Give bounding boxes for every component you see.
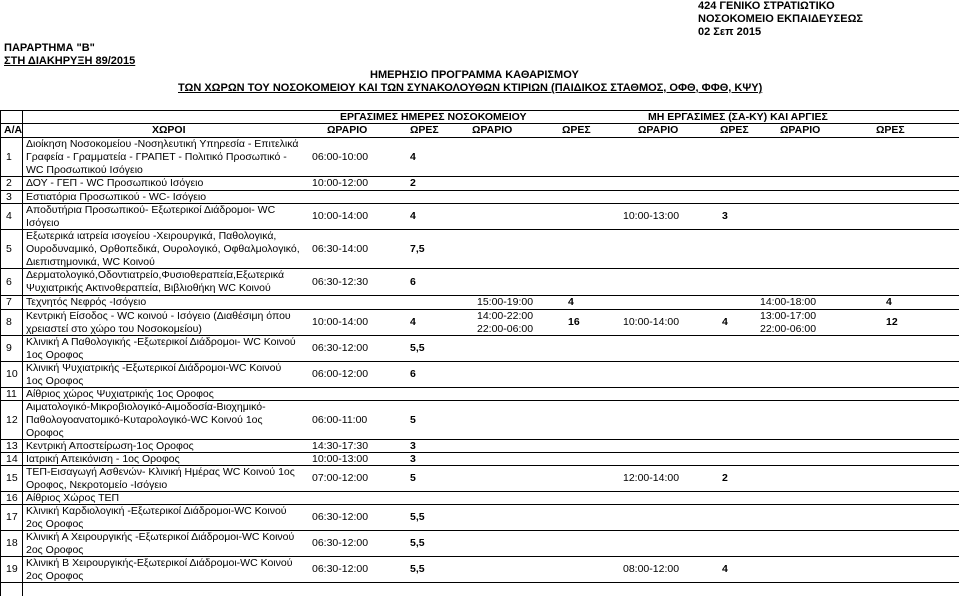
space-description-line: Κεντρική Αποστείρωση-1ος Οροφος [26, 439, 194, 452]
cell-n1: 12:00-14:00 [623, 472, 680, 484]
cell-h1: 4 [410, 210, 416, 222]
space-description-line: Εξωτερικά ιατρεία ισογείου -Χειρουργικά, Παθολογικά, [26, 229, 277, 242]
table-row [0, 310, 959, 336]
space-description-line: Ιατρική Απεικόνιση - 1ος Οροφος [26, 452, 180, 465]
cell-nh1: 2 [722, 472, 728, 484]
space-description [26, 388, 214, 400]
cell-aa: 6 [6, 275, 12, 288]
cell-aa: 8 [6, 316, 12, 328]
cell-h1: 5 [410, 413, 416, 426]
cell-h1: 3 [410, 439, 416, 452]
space-description [26, 492, 119, 504]
cell-aa: 3 [6, 190, 12, 203]
space-description-line: ΔΟΥ - ΓΕΠ - WC Προσωπικού Ισόγειο [26, 177, 204, 189]
space-description-line: Οροφος, Νεκροτομείο -Ισόγειο [26, 478, 168, 491]
space-description-line: Δερματολογικό,Οδοντιατρείο,Φυσιοθεραπεία,Εξωτερικά [26, 269, 285, 281]
table-row [0, 336, 959, 362]
space-description [26, 177, 203, 190]
cleaning-schedule-table [0, 110, 959, 583]
cell-line: 14:00-22:00 [477, 309, 534, 322]
space-description-line: Τεχνητός Νεφρός -Ισόγειο [26, 296, 147, 308]
col-header-hours-2: ΩΡΕΣ [562, 124, 591, 136]
cell-aa: 13 [6, 439, 18, 452]
cell-h1: 6 [410, 275, 416, 288]
col-header-schedule-1: ΩΡΑΡΙΟ [327, 124, 368, 136]
cell-n1: 10:00-13:00 [623, 210, 680, 222]
space-description [26, 440, 194, 452]
table-row [0, 466, 959, 492]
table-row [0, 557, 959, 583]
space-description [26, 269, 284, 295]
cell-n2: 14:00-18:00 [760, 296, 817, 308]
cell-nh1: 4 [722, 563, 728, 575]
cell-h1: 6 [410, 368, 416, 380]
cell-w1: 06:30-12:00 [312, 537, 369, 549]
space-description-line: 2ος Οροφος [26, 517, 84, 530]
cell-aa: 17 [6, 511, 18, 523]
space-description [26, 296, 146, 309]
cell-h1: 2 [410, 177, 416, 189]
cell-n1: 08:00-12:00 [623, 563, 680, 575]
space-description-line: Γραφεία - Γραμματεία - ΓΡΑΠΕΤ - Πολιτικό Προσωπικό - [26, 150, 287, 163]
space-description [26, 336, 296, 361]
space-description-line: Παθολογοανατομικό-Κυταρολογικό-WC Κοινού 1ος [26, 413, 263, 426]
table-row [0, 204, 959, 230]
table-body [0, 138, 959, 583]
cell-nh2: 12 [886, 316, 898, 328]
document-date: 02 Σεπ 2015 [698, 26, 762, 38]
table-row [0, 191, 959, 204]
table-row [0, 401, 959, 440]
space-description-line: 1ος Οροφος [26, 348, 84, 361]
cell-h2: 4 [568, 296, 574, 308]
cell-line: 22:00-06:00 [760, 322, 817, 335]
cell-aa: 14 [6, 452, 18, 465]
cell-w1: 14:30-17:30 [312, 439, 369, 452]
cell-w1: 10:00-14:00 [312, 210, 369, 222]
cell-nh1: 4 [722, 316, 728, 328]
cell-aa: 12 [6, 413, 18, 426]
space-description [26, 466, 295, 491]
space-description-line: Ισόγειο [26, 216, 60, 229]
space-description-line: 2ος Οροφος [26, 569, 84, 582]
cell-h1: 5,5 [410, 537, 425, 549]
table-row [0, 531, 959, 557]
cell-aa: 18 [6, 537, 18, 549]
space-description-line: Ψυχιατρικής Ακτινοθεραπεία, Βιβλιοθήκη WC Κοινού [26, 282, 271, 294]
space-description [26, 204, 275, 229]
space-description [26, 557, 292, 582]
cell-n2 [760, 310, 816, 335]
cell-w1: 06:30-12:00 [312, 342, 369, 354]
space-description [26, 362, 281, 387]
table-row [0, 230, 959, 269]
space-description [26, 531, 294, 556]
cell-aa: 2 [6, 177, 12, 189]
space-description-line: Κλινική Β Χειρουργικής-Εξωτερικοί Διάδρομοι-WC Κοινού [26, 556, 293, 569]
cell-aa: 9 [6, 342, 12, 354]
column-header-row [0, 124, 959, 138]
table-row [0, 388, 959, 401]
cell-aa: 16 [6, 491, 18, 504]
cell-aa: 5 [6, 242, 12, 255]
cell-h1: 3 [410, 452, 416, 465]
col-header-schedule-3: ΩΡΑΡΙΟ [638, 124, 679, 136]
space-description [26, 138, 298, 176]
hospital-name-line-2: ΝΟΣΟΚΟΜΕΙΟ ΕΚΠΑΙΔΕΥΣΕΩΣ [698, 13, 863, 25]
cell-aa: 19 [6, 563, 18, 575]
space-description-line: χρειαστεί στο χώρο του Νοσοκομείου) [26, 322, 202, 335]
space-description-line: Κλινική Α Χειρουργικής -Εξωτερικοί Διάδρομοι-WC Κοινού [26, 530, 295, 543]
cell-w1: 10:00-13:00 [312, 452, 369, 465]
space-description [26, 230, 300, 268]
cell-aa: 7 [6, 296, 12, 308]
space-description-line: ΤΕΠ-Εισαγωγή Ασθενών- Κλινική Ημέρας WC Κοινού 1ος [26, 465, 295, 478]
cell-w2 [477, 310, 533, 335]
cell-aa: 10 [6, 368, 18, 380]
cell-w1: 06:30-12:30 [312, 275, 369, 288]
cell-h1: 7,5 [410, 242, 425, 255]
cell-w2: 15:00-19:00 [477, 296, 534, 308]
cell-h1: 4 [410, 150, 416, 163]
cell-h2: 16 [568, 316, 580, 328]
col-header-hours-3: ΩΡΕΣ [720, 124, 749, 136]
document-title: ΗΜΕΡΗΣΙΟ ΠΡΟΓΡΑΜΜΑ ΚΑΘΑΡΙΣΜΟΥ [370, 69, 579, 81]
table-row [0, 362, 959, 388]
cell-nh1: 3 [722, 210, 728, 222]
space-description-line: Οροφος [26, 426, 64, 439]
cell-w1: 06:00-11:00 [312, 413, 368, 426]
cell-w1: 10:00-14:00 [312, 316, 369, 328]
table-row [0, 177, 959, 191]
space-description-line: Διεπιστημονικά, WC Κοινού [26, 255, 155, 268]
cell-line: 13:00-17:00 [760, 309, 817, 322]
space-description [26, 310, 291, 335]
table-row [0, 453, 959, 466]
annex-reference: ΣΤΗ ΔΙΑΚΗΡΥΞΗ 89/2015 [4, 55, 136, 67]
cell-h1: 4 [410, 316, 416, 328]
table-row [0, 492, 959, 505]
space-description-line: Κλινική Καρδιολογική -Εξωτερικοί Διάδρομοι-WC Κοινού [26, 504, 287, 517]
table-row [0, 505, 959, 531]
cell-w1: 06:30-12:00 [312, 511, 369, 523]
holiday-group-header: ΜΗ ΕΡΓΑΣΙΜΕΣ (ΣΑ-ΚΥ) ΚΑΙ ΑΡΓΙΕΣ [648, 110, 828, 123]
cell-line: 22:00-06:00 [477, 322, 534, 335]
space-description [26, 401, 266, 439]
cell-h1: 5,5 [410, 563, 425, 575]
cell-h1: 5,5 [410, 342, 425, 354]
space-description [26, 191, 206, 203]
cell-aa: 15 [6, 472, 18, 484]
cell-w1: 06:30-14:00 [312, 242, 369, 255]
cell-aa: 11 [6, 387, 17, 400]
hospital-name-line-1: 424 ΓΕΝΙΚΟ ΣΤΡΑΤΙΩΤΙΚΟ [698, 0, 835, 12]
cell-aa: 1 [6, 150, 12, 163]
cell-w1: 06:30-12:00 [312, 563, 369, 575]
space-description-line: Εστιατόρια Προσωπικού - WC- Ισόγειο [26, 190, 207, 203]
space-description [26, 505, 287, 530]
cell-nh2: 4 [886, 296, 892, 308]
space-description-line: Αίθριος χώρος Ψυχιατρικής 1ος Οροφος [26, 387, 214, 400]
col-header-hours-1: ΩΡΕΣ [410, 124, 439, 136]
space-description-line: 1ος Οροφος [26, 374, 84, 387]
space-description-line: Ουροδυναμικό, Ορθοπεδικά, Ουρολογικό, Οφθαλμολογικό, [26, 242, 300, 255]
col-header-spaces: ΧΩΡΟΙ [152, 124, 186, 136]
cell-w1: 10:00-12:00 [312, 177, 369, 189]
space-description-line: Κλινική Ψυχιατρικής -Εξωτερικοί Διάδρομοι-WC Κοινού [26, 361, 282, 374]
group-header-row [0, 110, 959, 124]
space-description-line: Αίθριος Χώρος ΤΕΠ [26, 491, 120, 504]
table-row [0, 440, 959, 453]
col-header-schedule-4: ΩΡΑΡΙΟ [780, 124, 821, 136]
space-description-line: Αποδυτήρια Προσωπικού- Εξωτερικοί Διάδρομοι- WC [26, 203, 276, 216]
table-row [0, 138, 959, 177]
col-header-schedule-2: ΩΡΑΡΙΟ [472, 124, 513, 136]
col-header-hours-4: ΩΡΕΣ [876, 124, 905, 136]
cell-aa: 4 [6, 210, 12, 222]
table-row [0, 269, 959, 296]
space-description [26, 453, 180, 465]
space-description-line: Κλινική Α Παθολογικής -Εξωτερικοί Διάδρομοι- WC Κοινού [26, 335, 296, 348]
cell-w1: 06:00-12:00 [312, 368, 369, 380]
col-header-aa: Α/Α [4, 124, 23, 136]
space-description-line: Κεντρική Είσοδος - WC κοινού - Ισόγειο (Διαθέσιμη όπου [26, 309, 291, 322]
cell-w1: 07:00-12:00 [312, 472, 369, 484]
space-description-line: Διοίκηση Νοσοκομείου -Νοσηλευτική Υπηρεσία - Επιτελικά [26, 137, 299, 150]
table-row [0, 296, 959, 310]
annex-label: ΠΑΡΑΡΤΗΜΑ "Β" [4, 42, 95, 54]
workday-group-header: ΕΡΓΑΣΙΜΕΣ ΗΜΕΡΕΣ ΝΟΣΟΚΟΜΕΙΟΥ [340, 110, 527, 123]
space-description-line: 2ος Οροφος [26, 543, 84, 556]
cell-h1: 5,5 [410, 511, 425, 523]
cell-n1: 10:00-14:00 [623, 316, 680, 328]
cell-w1: 06:00-10:00 [312, 150, 369, 163]
space-description-line: Αιματολογικό-Μικροβιολογικό-Αιμοδοσία-Βιοχημικό- [26, 400, 266, 413]
cell-h1: 5 [410, 472, 416, 484]
document-subtitle: ΤΩΝ ΧΩΡΩΝ ΤΟΥ ΝΟΣΟΚΟΜΕΙΟΥ ΚΑΙ ΤΩΝ ΣΥΝΑΚΟΛΟΥΘΩΝ ΚΤΙΡΙΩΝ (ΠΑΙΔΙΚΟΣ ΣΤΑΘΜΟΣ, ΟΦΘ, ΦΦΘ, ΚΨΥ) [178, 82, 763, 94]
space-description-line: WC Προσωπικού Ισόγειο [26, 163, 143, 176]
